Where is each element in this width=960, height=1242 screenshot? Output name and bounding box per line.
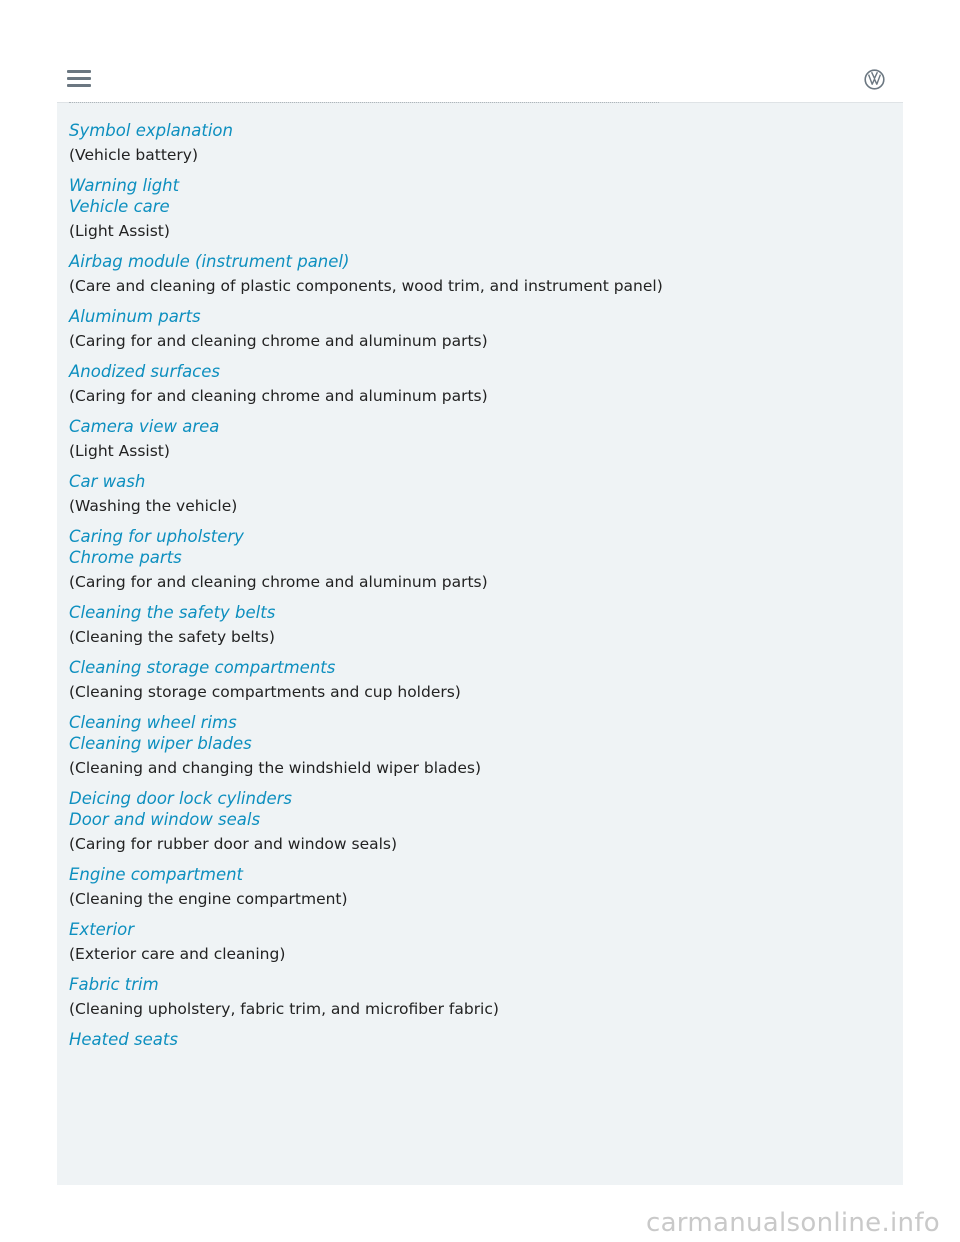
index-term-link[interactable]: Fabric trim xyxy=(69,975,159,994)
index-reference: (Caring for and cleaning chrome and aluminum parts) xyxy=(69,387,488,405)
index-term-link[interactable]: Aluminum parts xyxy=(69,307,201,326)
index-reference: (Exterior care and cleaning) xyxy=(69,945,286,963)
index-entry xyxy=(69,471,889,516)
index-entry xyxy=(69,712,889,778)
index-term-link[interactable]: Cleaning wheel rims xyxy=(69,713,237,732)
index-term-link[interactable]: Anodized surfaces xyxy=(69,362,221,381)
index-entry xyxy=(69,175,889,241)
index-entry xyxy=(69,974,889,1019)
index-entry xyxy=(69,361,889,406)
index-term-link[interactable]: Caring for upholstery xyxy=(69,527,244,546)
index-term-link[interactable]: Symbol explanation xyxy=(69,121,233,140)
index-entry xyxy=(69,526,889,592)
document-page xyxy=(57,57,903,1185)
index-reference: (Cleaning storage compartments and cup holders) xyxy=(69,683,461,701)
index-reference: (Light Assist) xyxy=(69,222,170,240)
index-entry xyxy=(69,788,889,854)
index-list xyxy=(69,120,889,1060)
index-entry xyxy=(69,120,889,165)
index-reference: (Cleaning and changing the windshield wiper blades) xyxy=(69,759,482,777)
index-entry xyxy=(69,864,889,909)
top-bar xyxy=(57,57,903,103)
index-term-link[interactable]: Vehicle care xyxy=(69,197,170,216)
index-reference: (Cleaning upholstery, fabric trim, and microfiber fabric) xyxy=(69,1000,499,1018)
index-term-link[interactable]: Engine compartment xyxy=(69,865,244,884)
index-term-link[interactable]: Cleaning storage compartments xyxy=(69,658,336,677)
hamburger-menu-icon[interactable] xyxy=(67,70,91,90)
index-entry xyxy=(69,919,889,964)
index-reference: (Care and cleaning of plastic components, wood trim, and instrument panel) xyxy=(69,277,663,295)
index-entry xyxy=(69,251,889,296)
index-reference: (Light Assist) xyxy=(69,442,170,460)
index-reference: (Caring for and cleaning chrome and aluminum parts) xyxy=(69,332,488,350)
index-term-link[interactable]: Camera view area xyxy=(69,417,220,436)
vw-logo-icon[interactable] xyxy=(864,69,885,90)
clipped-text-line xyxy=(69,102,659,108)
index-reference: (Cleaning the engine compartment) xyxy=(69,890,348,908)
index-entry xyxy=(69,1029,889,1050)
index-term-link[interactable]: Cleaning wiper blades xyxy=(69,734,252,753)
index-term-link[interactable]: Cleaning the safety belts xyxy=(69,603,276,622)
index-entry xyxy=(69,602,889,647)
index-term-link[interactable]: Chrome parts xyxy=(69,548,182,567)
watermark: carmanualsonline.info xyxy=(645,1208,940,1238)
index-entry xyxy=(69,306,889,351)
index-entry xyxy=(69,657,889,702)
index-reference: (Cleaning the safety belts) xyxy=(69,628,275,646)
index-term-link[interactable]: Deicing door lock cylinders xyxy=(69,789,292,808)
index-term-link[interactable]: Heated seats xyxy=(69,1030,178,1049)
index-reference: (Caring for rubber door and window seals) xyxy=(69,835,398,853)
index-reference: (Washing the vehicle) xyxy=(69,497,238,515)
index-reference: (Vehicle battery) xyxy=(69,146,199,164)
index-term-link[interactable]: Warning light xyxy=(69,176,180,195)
index-reference: (Caring for and cleaning chrome and aluminum parts) xyxy=(69,573,488,591)
index-entry xyxy=(69,416,889,461)
index-term-link[interactable]: Door and window seals xyxy=(69,810,261,829)
index-term-link[interactable]: Exterior xyxy=(69,920,135,939)
index-term-link[interactable]: Airbag module (instrument panel) xyxy=(69,252,350,271)
index-term-link[interactable]: Car wash xyxy=(69,472,146,491)
